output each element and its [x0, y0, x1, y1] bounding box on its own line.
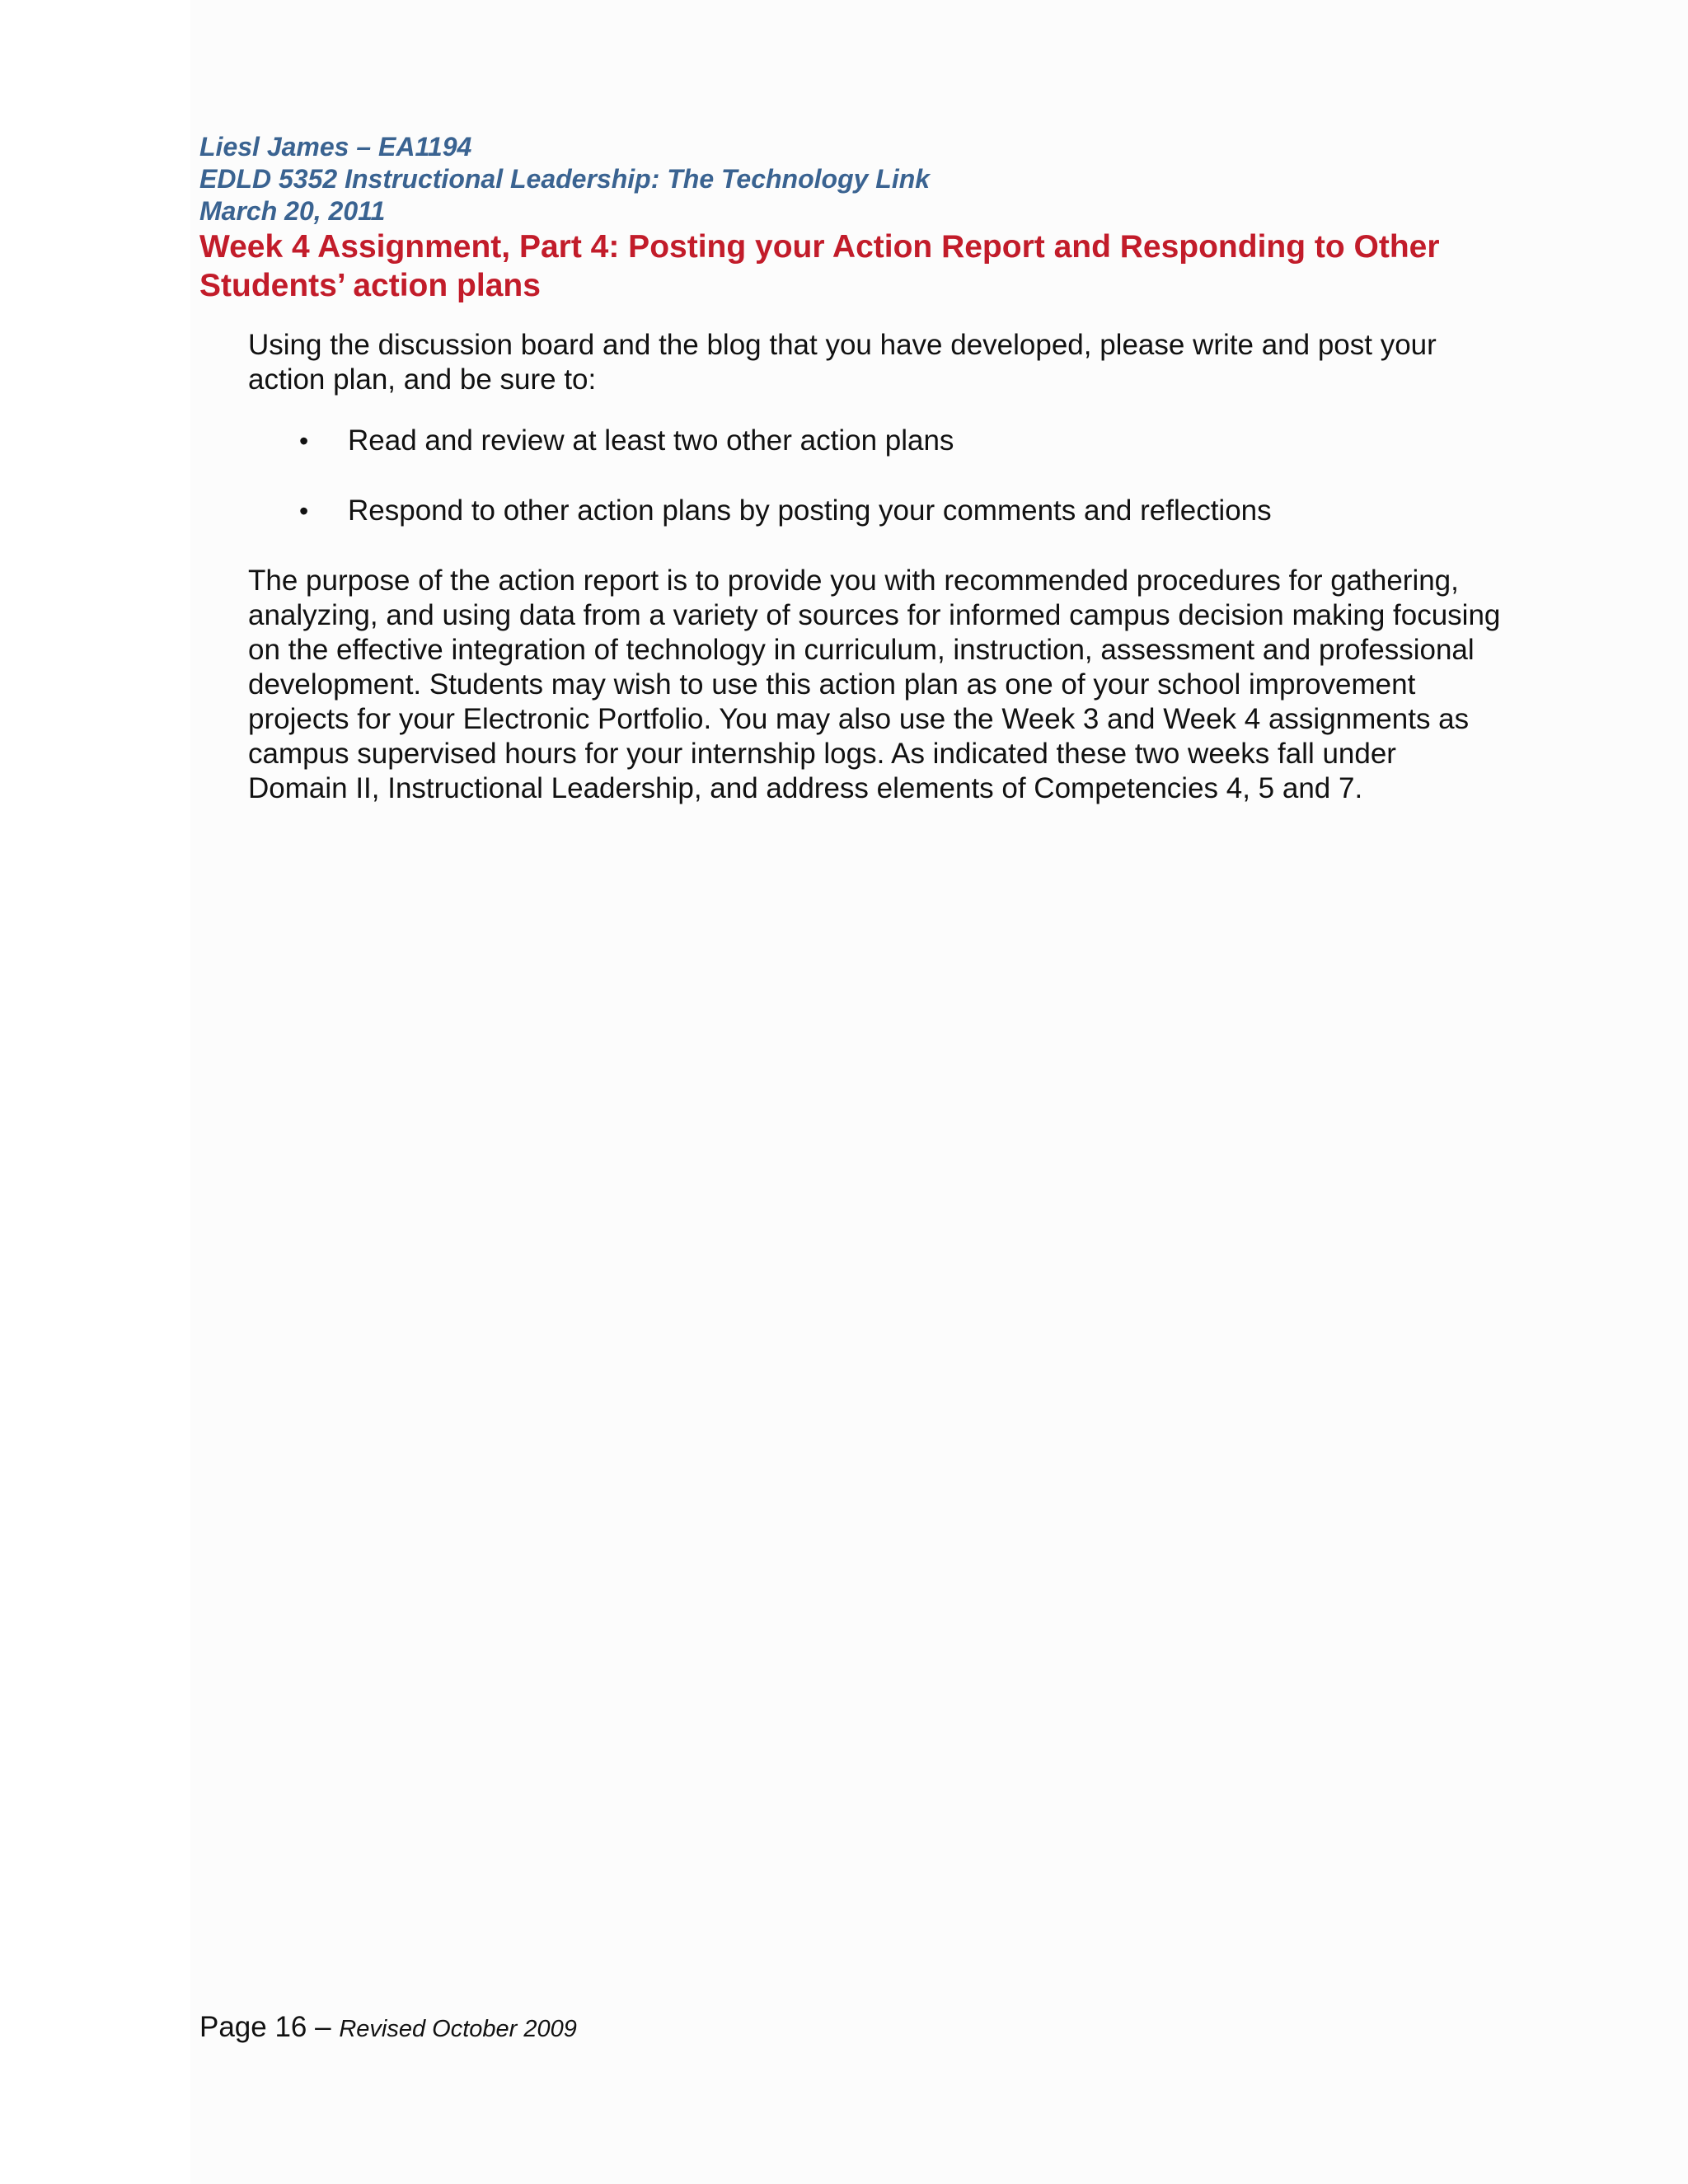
date-line: March 20, 2011 — [199, 196, 386, 226]
intro-paragraph: Using the discussion board and the blog that you have developed, please write and post your action plan, and be sure to: — [248, 329, 1437, 396]
document-header — [199, 131, 1535, 305]
bullet-text: Read and review at least two other action plans — [348, 424, 954, 457]
course-line: EDLD 5352 Instructional Leadership: The Technology Link — [199, 164, 931, 194]
bullet-icon: • — [299, 496, 309, 526]
list-item — [248, 424, 1501, 458]
revision-note: Revised October 2009 — [339, 2016, 577, 2042]
bullet-icon: • — [299, 426, 309, 456]
assignment-title: Week 4 Assignment, Part 4: Posting your Action Report and Responding to Other Students’ action plans — [199, 229, 1440, 303]
bullet-text: Respond to other action plans by posting your comments and reflections — [348, 494, 1272, 527]
list-item — [248, 494, 1501, 528]
footer-separator: – — [307, 2011, 340, 2043]
author-line: Liesl James – EA1194 — [199, 132, 472, 162]
document-body — [248, 328, 1501, 806]
page-footer — [199, 2011, 577, 2044]
bullet-list — [248, 424, 1501, 528]
purpose-paragraph: The purpose of the action report is to provide you with recommended procedures for gathering, analyzing, and using data from a variety of sources for informed campus decision making focusing on the effective integration of technology in curriculum, instruction, assessment and professional development. Students may wish to use this action plan as one of your school improvement projects for your Electronic Portfolio. You may also use the Week 3 and Week 4 assignments as campus supervised hours for your internship logs. As indicated these two weeks fall under Domain II, Instructional Leadership, and address elements of Competencies 4, 5 and 7. — [248, 565, 1501, 804]
page-number: Page 16 — [199, 2011, 307, 2043]
